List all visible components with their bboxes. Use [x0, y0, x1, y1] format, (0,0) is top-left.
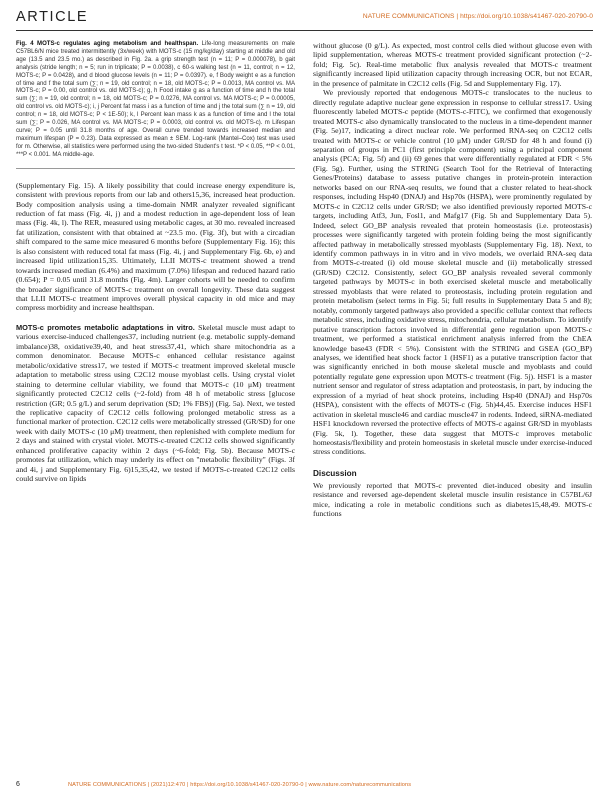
page-footer — [16, 781, 593, 793]
body-paragraph-2 — [16, 323, 295, 484]
left-column — [16, 41, 295, 484]
discussion-heading: Discussion — [313, 468, 357, 478]
caption-label: Fig. 4 MOTS-c regulates aging metabolism and healthspan. — [16, 41, 199, 47]
page-number: 6 — [16, 781, 20, 788]
section-run-in-heading: MOTS-c promotes metabolic adaptations in vitro. — [16, 322, 195, 332]
body-paragraph-2-text: Skeletal muscle must adapt to various exercise-induced challenges37, including nutrient (e.g. metabolic supply-demand imbalance)38, oxidative39,40, and heat stress37,41, which share mitochondria as a common denominator. Because MOTS-c enhanced cellular resistance against metabolic/oxidative stress17, we tested if MOTS-c treatment improved skeletal muscle adaptation to metabolic stress using C2C12 mouse myoblast cells. Using crystal violet staining to determine cellular viability, we found that MOTS-c (10 μM) treatment significantly protected C2C12 cells (~2-fold) from 48 h of metabolic stress [glucose restriction (GR; 0.5 g/L) and serum deprivation (SD; 1% FBS)] (Fig. 5a). Next, we tested the replicative capacity of C2C12 cells following prolonged metabolic stress as a functional marker of protection. C2C12 cells were metabolically stressed (GR/SD) for one week with daily MOTS-c (10 μM) treatment, then replenished with complete medium for 2 days and stained with crystal violet. MOTS-c-treated C2C12 cells showed significantly enhanced proliferative capacity within 2 days (~6-fold; Fig. 5b). Because MOTS-c promotes fat utilization, which may underly its effect on "metabolic flexibility" (Figs. 3f and 4i, j and Supplementary Fig. 6)15,35,42, we tested if MOTS-c-treated C2C12 cells could survive on lipids — [16, 322, 295, 484]
caption-text: Life-long measurements on male C57BL6/N mice treated intermittently (3x/week) with MOTS-c (15 mg/kg/day) starting at middle and old age (13.5 and 23.5 mo.) as described in Fig. 2a. a grip strength test (n = 11; P = 0.000078), b gait analysis (stride length; n = 5; run in triplicate; P = 0.0038), c 60-s walking test (n = 11, control; n = 12, MOTS-c; P = 0.0428), and d blood glucose levels (n = 11; P = 0.0397). e, f Body weight e as a function of time and f the total sum (∑; n = 19, old control; n = 18, old MOTS-c; P = 0.0013, MA control vs. MA MOTS-c; P = 0.00, old control vs. old MOTS-c); g, h Food intake g as a function of time and h the total sum (∑; n = 19, old control; n = 18, old MOTS-c; P = 0.0276, MA control vs. MA MOTS-c; P = 0.00005, old control vs. old MOTS-c); i, j Percent fat mass i as a function of time and j the total sum (∑ n = 19, old control; n = 18, old MOTS-c; P < 1E-50); k, l Percent lean mass k as a function of time and l the total sum (∑; P = 0.026, MA control vs. MA MOTS-c; P = 0.0003, old control vs. old MOTS-c). m Lifespan curve; P = 0.05 until 31.8 months of age. Overall curve trended towards increased median and maximum lifespan (P = 0.23). Data expressed as mean ± SEM. Log-rank (Mantel–Cox) test was used for m. Otherwise, all statistics were performed using the two-sided Student's t test. *P < 0.05, **P < 0.01, ***P < 0.001. MA middle-age. — [16, 41, 296, 158]
figure-caption — [16, 41, 295, 169]
section-label: ARTICLE — [16, 9, 89, 25]
page-header — [16, 9, 593, 31]
journal-info: NATURE COMMUNICATIONS | https://doi.org/10.1038/s41467-020-20790-0 — [362, 13, 593, 20]
footer-citation: NATURE COMMUNICATIONS | (2021)12:470 | https://doi.org/10.1038/s41467-020-20790-0 | www.nature.com/naturecommunications — [68, 782, 412, 788]
body-paragraph-4: We previously reported that endogenous MOTS-c translocates to the nucleus to directly regulate adaptive nuclear gene expression in response to cellular stress17. Using fluorescently labeled MOTS-c peptide (MOTS-c-FITC), we confirmed that exogenously treated MOTS-c also dynamically translocated to the nucleus in a time-dependent manner (Fig. 5e)17, indicating a direct nuclear role. We performed RNA-seq on C2C12 cells treated with MOTS-c or vehicle control (10 μM) under GR/SD for 48 h and found (i) separation of groups in PC1 (first principle component) using a principal component analysis (PCA; Fig. 5f) and (ii) 69 genes that were differentially regulated at FDR < 5% (Fig. 5g). Further, using the STRING (Search Tool for the Retrieval of Interacting Genes/Proteins) database to assess putative changes in protein-protein interaction networks based on our RNA-seq results, we found that a cluster related to heat-shock responses, including Hsp40 (DNAJ) and Hsp70s (HSPA), were prominently regulated by MOTS-c in C2C12 cells under GR/SD; we also identified previously reported MOTS-c targets, including Atf3, Jun, Fosl1, and Mafg17 (Fig. 5h and Supplementary Data 5). Indeed, select GO_BP analysis revealed that protein homeostasis (i.e. proteostasis) processes were significantly targeted with protein folding being the most significantly affected pathway in metabolically stressed myoblasts (Supplementary Fig. 18). Next, to identify common pathways in in vitro and in vivo models, we overlaid RNA-seq data from MOTS-c-treated (i) old mouse skeletal muscle and (ii) metabolically stressed (GR/SD) C2C12. Consistently, select GO_BP analysis revealed several commonly targeted pathways by MOTS-c in both exercised skeletal muscle and metabolically stressed myoblasts that were related to proteostasis, including protein regulation and protein metabolism (select terms in Fig. 5i; full results in Supplementary Data 5 and 8); notably, commonly targeted pathways also provided a specific cellular context that reflects metabolic stress, including oxidative stress, mitochondria, cellular metabolism. To identify putative transcription factors involved in differential gene regulation upon MOTS-c treatment, we performed a statistical enrichment analysis inferred from the ChEA knowledge base43 (FDR < 5%). Consistent with the STRING and GSEA (GO_BP) analyses, we identified heat shock factor 1 (HSF1) as a putative transcription factor that was significantly enriched in both mouse skeletal muscle and myoblasts and could potentially regulate gene expression upon MOTS-c treatment (Fig. 5j). HSF1 is a master nutrient sensor and regulator of stress adaptation and proteostasis, in part, by inducing the expression of a myriad of heat shock proteins, including Hsp40 (DNAJ) and Hsp70s (HSPA), consistent with the effects of MOTS-c (Fig. 5h)44,45. Exercise induces HSF1 activation in skeletal muscle46 and cardiac muscle47 in rodents. Indeed, siRNA-mediated HSF1 knockdown reversed the protective effects of MOTS-c against GR/SD in myoblasts (Fig. 5k, l). Together, these data suggest that MOTS-c improves metabolic homeostasis/flexibility and protein homeostasis in skeletal muscle under exercise-induced stress conditions. — [313, 88, 593, 457]
body-paragraph-1: (Supplementary Fig. 15). A likely possibility that could increase energy expenditure is, consistent with previous reports from our lab and others15,36, increased heat production. Body composition analysis using a time-domain NMR analyzer revealed significant reduction of fat mass (Fig. 4i, j) and a modest reduction in age-dependent loss of lean mass (Fig. 4k, l). The RER, measured using metabolic cages, at 30 mo. revealed increased fat utilization, consistent with that obtained at ~23.5 mo. (Fig. 3f), but with a circadian shift compared to the same mice measured 6 months before (Supplementary Fig. 16); this is also consistent with reduced total fat mass (Fig. 4i, j and Supplementary Fig. 6b, e) and increased lipid utilization15,35. Ultimately, LLII MOTS-c treatment showed a trend towards increased median (6.4%) and maximum (7.0%) lifespan and reduced hazard ratio (0.654); P = 0.05 until 31.8 months (Fig. 4m). Larger cohorts will be needed to confirm the broader significance of MOTS-c treatment on overall longevity. These data suggest that LLII MOTS-c treatment improves overall physical capacity in old mice and may compress morbidity and increase healthspan. — [16, 180, 295, 313]
body-paragraph-5: We previously reported that MOTS-c prevented diet-induced obesity and insulin resistance and reversed age-dependent skeletal muscle insulin resistance in C57BL/6J mice, indicating a role in metabolic conditions such as diabetes15,48,49. MOTS-c functions — [313, 480, 592, 519]
right-column — [313, 41, 592, 519]
body-paragraph-3: without glucose (0 g/L). As expected, most control cells died without glucose even with lipid supplementation, whereas MOTS-c treatment provided significant protection (~2-fold; Fig. 5c). Real-time metabolic flux analysis revealed that MOTS-c treatment significantly increased lipid utilization capacity through increasing OCR, but not ECAR, in the presence of palmitate in C2C12 cells (Fig. 5d and Supplementary Fig. 17). — [313, 41, 592, 88]
header-rule — [16, 30, 593, 31]
